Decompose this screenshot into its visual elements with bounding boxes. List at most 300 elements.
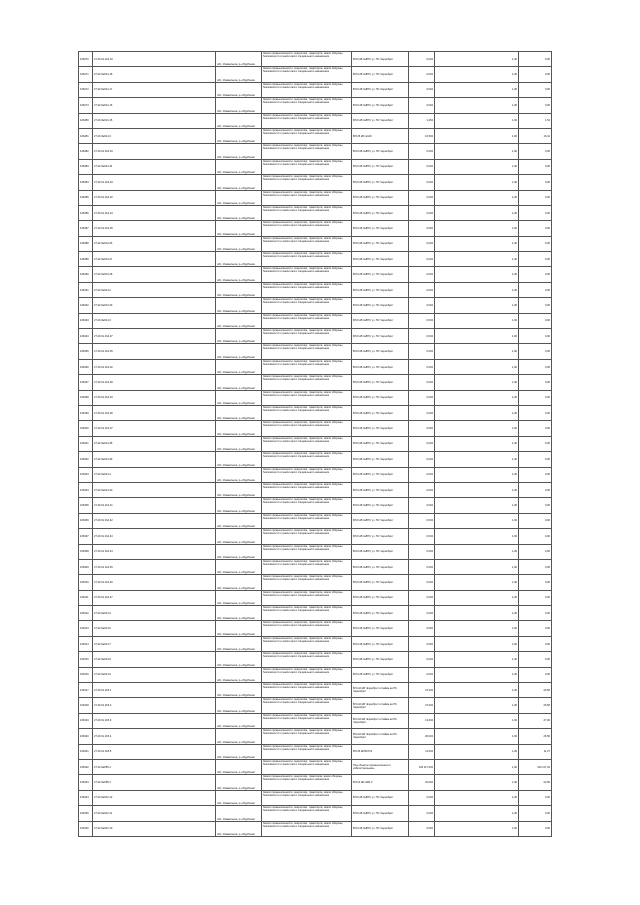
area-cell: 0,004 [409, 575, 435, 590]
area-cell: 0,004 [409, 452, 435, 467]
row-id-cell: 106312 [79, 606, 93, 621]
area-cell: 0,004 [409, 313, 435, 328]
table-row [79, 775, 552, 790]
rate-cell: 1,00 [435, 282, 519, 297]
address-cell: обл. Измаильска, р-н Бурбонов [216, 544, 262, 559]
amount-cell: 0,00 [519, 159, 552, 174]
row-id-cell: 106272 [79, 82, 93, 97]
cadastral-number-cell: 27.20.01.015.2 [93, 698, 216, 713]
address-cell: обл. Измаильска, р-н Бурбонов [216, 590, 262, 605]
rate-cell: 1,00 [435, 175, 519, 190]
address-cell: обл. Измаильска, р-н Бурбонов [216, 683, 262, 698]
table-row [79, 113, 552, 128]
table-row [79, 529, 552, 544]
object-name-cell: ВЛ-6 кВ №8ПС уч. ПС Чернобрит [352, 806, 409, 821]
address-cell: обл. Измаильска, р-н Бурбонов [216, 375, 262, 390]
table-row [79, 759, 552, 774]
address-cell: обл. Измаильска, р-н Бурбонов [216, 436, 262, 451]
address-cell: обл. Измаильска, р-н Бурбонов [216, 606, 262, 621]
cadastral-number-cell: 27.20.0ж055.1 [93, 775, 216, 790]
table-row [79, 452, 552, 467]
area-cell: 0,004 [409, 606, 435, 621]
address-cell: обл. Измаильска, р-н Бурбонов [216, 128, 262, 143]
area-cell: 0,004 [409, 82, 435, 97]
land-category-cell: Земли промышленности, энергетики, транспорта, земли обороны, безопасности и земли иного специального назначения [262, 667, 352, 682]
area-cell: 0,004 [409, 282, 435, 297]
land-category-cell: Земли промышленности, энергетики, транспорta, земли обороны, безопасности и земли иного специального назначения [262, 775, 352, 790]
cadastral-number-cell: 27.20.01.014.33 [93, 175, 216, 190]
row-id-cell: 106314 [79, 636, 93, 651]
rate-cell: 1,00 [435, 683, 519, 698]
amount-cell: 0,00 [519, 98, 552, 113]
area-cell: 0,004 [409, 98, 435, 113]
table-row [79, 405, 552, 420]
cadastral-number-cell: 27.20.01.014.41 [93, 498, 216, 513]
object-name-cell: ВЛ-110 кВ Чернобрит отпайка на ПС Чернобрит [352, 698, 409, 713]
cadastral-number-cell: 27.20.0ж014.17 [93, 82, 216, 97]
table-row [79, 344, 552, 359]
row-id-cell: 106301 [79, 436, 93, 451]
row-id-cell: 106304 [79, 482, 93, 497]
cadastral-number-cell: 27.20.0ж014.38 [93, 436, 216, 451]
amount-cell: 0,00 [519, 52, 552, 67]
object-name-cell: ВЛ-6 кВ №8ПС уч. ПС Чернобрит [352, 390, 409, 405]
cadastral-number-cell: 27.20.0ж014.16 [93, 98, 216, 113]
address-cell: обл. Измаильска, р-н Бурбонов [216, 667, 262, 682]
rate-cell: 1,00 [435, 344, 519, 359]
object-name-cell: ВЛ-6 кВ №8ПС уч. ПС Чернобрит [352, 329, 409, 344]
land-category-cell: Земли промышленности, энергетики, транспорта, земли обороны, безопасности и земли иного специального назначения [262, 128, 352, 143]
table-row [79, 821, 552, 836]
rate-cell: 1,00 [435, 144, 519, 159]
amount-cell: 27,00 [519, 713, 552, 728]
object-name-cell: ВЛ-6 кВ №8ПС уч. ПС Чернобрит [352, 529, 409, 544]
table-row [79, 636, 552, 651]
address-cell: обл. Измаильска, р-н Бурбонов [216, 98, 262, 113]
table-row [79, 298, 552, 313]
area-cell: 22,004 [409, 775, 435, 790]
object-name-cell: ВЛ-6 кВ №8ПС уч. ПС Чернобрит [352, 282, 409, 297]
area-cell: 11,004 [409, 744, 435, 759]
cadastral-number-cell: 27.20.01.014.33 [93, 390, 216, 405]
cadastral-number-cell: 27.20.0ж012.10 [93, 821, 216, 836]
cadastral-number-cell: 27.20.01.015.3 [93, 713, 216, 728]
rate-cell: 1,00 [435, 452, 519, 467]
land-category-cell: Земли промышленности, энергетики, транспорта, земли обороны, безопасности и земли иного специального назначения [262, 713, 352, 728]
object-name-cell: ВЛ-6 кВ №8ПС уч. ПС Чернобрит [352, 467, 409, 482]
land-category-cell: Земли промышленности, энергетики, транспорта, земли обороны, безопасности и земли иного специального назначения [262, 636, 352, 651]
address-cell: обл. Измаильска, р-н Бурбонов [216, 175, 262, 190]
object-name-cell: ВЛ-6 кВ №8ПС уч. ПС Чернобрит [352, 82, 409, 97]
table-row [79, 544, 552, 559]
object-name-cell: ВЛ-6 кВ №8ПС уч. ПС Чернобрит [352, 375, 409, 390]
object-name-cell: ВЛ-6 кВ №8ПС уч. ПС Чернобрит [352, 236, 409, 251]
cadastral-number-cell: 27.20.0ж012.11 [93, 806, 216, 821]
amount-cell: 0,00 [519, 405, 552, 420]
amount-cell: 0,00 [519, 544, 552, 559]
object-name-cell: ВЛ-6 кВ №8ПС уч. ПС Чернобрит [352, 606, 409, 621]
amount-cell: 0,00 [519, 344, 552, 359]
area-cell: 0,004 [409, 652, 435, 667]
amount-cell: 0,00 [519, 282, 552, 297]
address-cell: обл. Измаильска, р-н Бурбонов [216, 575, 262, 590]
cadastral-number-cell: 27.20.0ж014.15 [93, 113, 216, 128]
object-name-cell: ВЛ-6 кВ №8ПС уч. ПС Чернобрит [352, 205, 409, 220]
row-id-cell: 106309 [79, 559, 93, 574]
land-category-cell: Земли промышленности, энергетики, транспорта, земли обороны, безопасности и земли иного специального назначения [262, 252, 352, 267]
row-id-cell: 106310 [79, 575, 93, 590]
amount-cell: 26,50 [519, 698, 552, 713]
table-row [79, 590, 552, 605]
object-name-cell: ВЛ-110 кВ Чернобрит отпайка на ПС Чернобрит [352, 729, 409, 744]
table-row [79, 98, 552, 113]
table-row [79, 729, 552, 744]
table-row [79, 221, 552, 236]
rate-cell: 1,00 [435, 652, 519, 667]
address-cell: обл. Измаильска, р-н Бурбонов [216, 729, 262, 744]
rate-cell: 1,00 [435, 790, 519, 805]
row-id-cell: 106271 [79, 67, 93, 82]
address-cell: обл. Измаильска, р-н Бурбонов [216, 313, 262, 328]
amount-cell: 0,00 [519, 313, 552, 328]
address-cell: обл. Измаильска, р-н Бурбонов [216, 821, 262, 836]
cadastral-number-cell: 27.20.0ж014.18 [93, 67, 216, 82]
address-cell: обл. Измаильска, р-н Бурбонов [216, 190, 262, 205]
rate-cell: 1,00 [435, 713, 519, 728]
rate-cell: 1,00 [435, 498, 519, 513]
area-cell: 0,004 [409, 205, 435, 220]
table-row [79, 282, 552, 297]
rate-cell: 1,00 [435, 436, 519, 451]
row-id-cell: 106317 [79, 683, 93, 698]
cadastral-number-cell: 27.20.01.014.33 [93, 144, 216, 159]
object-name-cell: ВЛ-6 кВ №8ПС уч. ПС Чернобрит [352, 482, 409, 497]
land-category-cell: Земли промышленности, энергетики, транспорта, земли обороны, безопасности и земли иного специального назначения [262, 452, 352, 467]
row-id-cell: 106302 [79, 452, 93, 467]
amount-cell: 0,00 [519, 821, 552, 836]
row-id-cell: 106299 [79, 405, 93, 420]
area-cell: 0,004 [409, 252, 435, 267]
rate-cell: 1,00 [435, 98, 519, 113]
land-category-cell: Земли промышленности, энергетики, транспорта, земли обороны, безопасности и земли иного специального назначения [262, 298, 352, 313]
object-name-cell: ВЛ-6 кВ №8ПС уч. ПС Чернобрит [352, 344, 409, 359]
cadastral-number-cell: 27.20.01.014.43 [93, 529, 216, 544]
amount-cell: 0,00 [519, 390, 552, 405]
object-name-cell: ВЛ-6 кВ №8ПС уч. ПС Чернобрит [352, 636, 409, 651]
rate-cell: 1,00 [435, 544, 519, 559]
object-name-cell: ВЛ-6 кВ №8ПС уч. ПС Чернобрит [352, 98, 409, 113]
amount-cell: 0,00 [519, 67, 552, 82]
cadastral-number-cell: 27.20.01.014.37 [93, 329, 216, 344]
table-row [79, 159, 552, 174]
area-cell: 0,004 [409, 67, 435, 82]
table-row [79, 513, 552, 528]
row-id-cell: 106319 [79, 713, 93, 728]
rate-cell: 1,00 [435, 606, 519, 621]
area-cell: 0,004 [409, 390, 435, 405]
cadastral-number-cell: 27.20.0ж012.12 [93, 790, 216, 805]
land-category-cell: Земли промышленности, энергетики, транспорта, земли обороны, безопасности и земли иного специального назначения [262, 683, 352, 698]
object-name-cell: ВЛ-6 кВ №8ПС уч. ПС Чернобрит [352, 790, 409, 805]
amount-cell: 0,00 [519, 482, 552, 497]
cadastral-number-cell: 27.20.01.015.1 [93, 683, 216, 698]
row-id-cell: 106283 [79, 159, 93, 174]
address-cell: обл. Измаильска, р-н Бурбонов [216, 482, 262, 497]
cadastral-number-cell: 27.20.0ж014.7 [93, 636, 216, 651]
land-category-cell: Земли промышленности, энергетики, транспорта, земли обороны, безопасности и земли иного специального назначения [262, 359, 352, 374]
amount-cell: 0,00 [519, 421, 552, 436]
land-category-cell: Земли промышленности, энергетики, транспорта, земли обороны, безопасности и земли иного специального назначения [262, 344, 352, 359]
address-cell: обл. Измаильска, р-н Бурбонов [216, 236, 262, 251]
address-cell: обл. Измаильска, р-н Бурбонов [216, 498, 262, 513]
area-cell: 0,004 [409, 190, 435, 205]
cadastral-number-cell: 27.20.0ж014.28 [93, 267, 216, 282]
amount-cell: 0,00 [519, 559, 552, 574]
table-row [79, 713, 552, 728]
cadastral-number-cell: 27.20.01.014.46 [93, 575, 216, 590]
rate-cell: 1,00 [435, 482, 519, 497]
object-name-cell: ВЛ-35 кВ ВКТ10 [352, 744, 409, 759]
cadastral-number-cell: 27.20.0ж014.40 [93, 482, 216, 497]
amount-cell: 0,00 [519, 221, 552, 236]
row-id-cell: 106320 [79, 729, 93, 744]
object-name-cell: ВЛ-6 кВ №8ПС уч. ПС Чернобрит [352, 221, 409, 236]
area-cell: 0,004 [409, 436, 435, 451]
table-row [79, 559, 552, 574]
cadastral-number-cell: 27.20.0ж014.26 [93, 236, 216, 251]
cadastral-number-cell: 27.20.0ж014.34 [93, 159, 216, 174]
land-category-cell: Земли промышленности, энергетики, транспорта, земли обороны, безопасности и земли иного специального назначения [262, 329, 352, 344]
land-category-cell: Земли промышленности, энергетики, транспорта, земли обороны, безопасности и земли иного специального назначения [262, 621, 352, 636]
land-category-cell: Земли промышленности, энергетики, транспорта, земли обороны, безопасности и земли иного специального назначения [262, 144, 352, 159]
rate-cell: 1,00 [435, 190, 519, 205]
table-row [79, 790, 552, 805]
table-row [79, 421, 552, 436]
area-cell: 0,004 [409, 344, 435, 359]
area-cell: 27,004 [409, 683, 435, 698]
cadastral-number-cell: 27.20.01.014.42 [93, 513, 216, 528]
table-row [79, 267, 552, 282]
row-id-cell: 106294 [79, 329, 93, 344]
object-name-cell: ВЛ-6 кВ №8ПС уч. ПС Чернобрит [352, 313, 409, 328]
land-category-cell: Земли промышленности, энергетики, транспорта, земли обороны, безопасности и земли иного специального назначения [262, 729, 352, 744]
amount-cell: 0,00 [519, 452, 552, 467]
land-category-cell: Земли промышленности, энергетики, транспорта, земли обороны, безопасности и земли иного специального назначения [262, 482, 352, 497]
area-cell: 0,004 [409, 513, 435, 528]
rate-cell: 1,00 [435, 128, 519, 143]
address-cell: обл. Измаильска, р-н Бурбонов [216, 113, 262, 128]
amount-cell: 26,50 [519, 683, 552, 698]
area-cell: 16,504 [409, 128, 435, 143]
address-cell: обл. Измаильска, р-н Бурбонов [216, 621, 262, 636]
amount-cell: 0,00 [519, 467, 552, 482]
address-cell: обл. Измаильска, р-н Бурбонов [216, 344, 262, 359]
row-id-cell: 106311 [79, 590, 93, 605]
amount-cell: 0,00 [519, 806, 552, 821]
row-id-cell: 106288 [79, 236, 93, 251]
rate-cell: 1,00 [435, 513, 519, 528]
area-cell: 0,004 [409, 236, 435, 251]
amount-cell: 0,00 [519, 436, 552, 451]
land-category-cell: Земли промышленности, энергетики, транспорта, земли обороны, безопасности и земли иного специального назначения [262, 313, 352, 328]
address-cell: обл. Измаильска, р-н Бурбонов [216, 759, 262, 774]
area-cell: 13,004 [409, 713, 435, 728]
row-id-cell: 106315 [79, 652, 93, 667]
rate-cell: 1,00 [435, 590, 519, 605]
land-category-cell: Земли промышленности, энергетики, транспорта, земли обороны, безопасности и земли иного специального назначения [262, 405, 352, 420]
land-category-cell: Земли промышленности, энергетики, транспорта, земли обороны, безопасности и земли иного специального назначения [262, 498, 352, 513]
table-body [79, 52, 552, 837]
cadastral-number-cell: 27.20.0ж014.27 [93, 252, 216, 267]
rate-cell: 1,00 [435, 621, 519, 636]
land-register-sheet [78, 51, 551, 837]
rate-cell: 1,00 [435, 298, 519, 313]
table-row [79, 667, 552, 682]
cadastral-number-cell: 27.20.01.014.35 [93, 344, 216, 359]
rate-cell: 1,00 [435, 529, 519, 544]
address-cell: обл. Измаильска, р-н Бурбонов [216, 559, 262, 574]
land-category-cell: Земли промышленности, энергетики, транспорта, земли обороны, безопасности и земли иного специального назначения [262, 52, 352, 67]
object-name-cell: ВЛ-6 кВ №8ПС уч. ПС Чернобрит [352, 267, 409, 282]
address-cell: обл. Измаильска, р-н Бурбонов [216, 405, 262, 420]
amount-cell: 0,00 [519, 621, 552, 636]
amount-cell: 0,00 [519, 175, 552, 190]
table-row [79, 683, 552, 698]
row-id-cell: 106291 [79, 282, 93, 297]
row-id-cell: 106287 [79, 221, 93, 236]
land-category-cell: Земли промышленности, энергетики, транспорта, земли обороны, безопасности и земли иного специального назначения [262, 67, 352, 82]
amount-cell: 0,00 [519, 636, 552, 651]
land-category-cell: Земли промышленности, энергетики, транспорта, земли обороны, безопасности и земли иного специального назначения [262, 821, 352, 836]
object-name-cell: ВЛ-6 кВ №8ПС уч. ПС Чернобрит [352, 252, 409, 267]
cadastral-number-cell: 27.20.0ж014.39 [93, 452, 216, 467]
row-id-cell: 106289 [79, 252, 93, 267]
row-id-cell: 106270 [79, 52, 93, 67]
area-cell: 0,004 [409, 221, 435, 236]
address-cell: обл. Измаильска, р-н Бурбонов [216, 636, 262, 651]
rate-cell: 1,00 [435, 467, 519, 482]
row-id-cell: 106326 [79, 821, 93, 836]
land-category-cell: Земли промышленности, энергетики, транспорта, земли обороны, безопасности и земли иного специального назначения [262, 544, 352, 559]
cadastral-number-cell: 27.20.0ж014.6 [93, 621, 216, 636]
land-category-cell: Земли промышленности, энергетики, транспорта, земли обороны, безопасности и земли иного специального назначения [262, 267, 352, 282]
rate-cell: 1,00 [435, 806, 519, 821]
address-cell: обл. Измаильска, р-н Бурбонов [216, 298, 262, 313]
object-name-cell: ВЛ-6 кВ №8ПС уч. ПС Чернобрит [352, 113, 409, 128]
address-cell: обл. Измаильска, р-н Бурбонов [216, 205, 262, 220]
table-row [79, 744, 552, 759]
land-category-cell: Земли промышленности, энергетики, транспорта, земли обороны, безопасности и земли иного специального назначения [262, 806, 352, 821]
object-name-cell: ВЛ-6 кВ №8ПС уч. ПС Чернобрит [352, 52, 409, 67]
amount-cell: 0,00 [519, 144, 552, 159]
table-row [79, 621, 552, 636]
cadastral-number-cell: 27.20.0ж014.3 [93, 313, 216, 328]
area-cell: 0,004 [409, 375, 435, 390]
area-cell: 27,004 [409, 698, 435, 713]
area-cell: 0,004 [409, 790, 435, 805]
area-cell: 0,004 [409, 175, 435, 190]
land-category-cell: Земли промышленности, энергетики, транспорта, земли обороны, безопасности и земли иного специального назначения [262, 559, 352, 574]
land-category-cell: Земли промышленности, энергетики, транспорта, земли обороны, безопасности и земли иного специального назначения [262, 436, 352, 451]
address-cell: обл. Измаильска, р-н Бурбонов [216, 221, 262, 236]
object-name-cell: ВЛ-6 кВ №8ПС уч. ПС Чернобрит [352, 67, 409, 82]
land-category-cell: Земли промышленности, энергетики, транспорта, земли обороны, безопасности и земли иного специального назначения [262, 790, 352, 805]
table-row [79, 482, 552, 497]
amount-cell: 0,00 [519, 267, 552, 282]
amount-cell: 0,00 [519, 236, 552, 251]
table-row [79, 67, 552, 82]
object-name-cell: ВЛ-6 кВ №8ПС уч. ПС Чернобрит [352, 652, 409, 667]
land-category-cell: Земли промышленности, энергетики, транспорта, земли обороны, безопасности и земли иного специального назначения [262, 652, 352, 667]
rate-cell: 1,00 [435, 375, 519, 390]
rate-cell: 1,00 [435, 113, 519, 128]
cadastral-number-cell: 27.20.01.014.37 [93, 421, 216, 436]
rate-cell: 1,00 [435, 82, 519, 97]
area-cell: 0,004 [409, 405, 435, 420]
rate-cell: 1,00 [435, 359, 519, 374]
land-category-cell: Земли промышленности, энергетики, транспорта, земли обороны, безопасности и земли иного специального назначения [262, 236, 352, 251]
land-category-cell: Земли промышленности, энергетики, транспорта, земли обороны, безопасности и земли иного специального назначения [262, 698, 352, 713]
area-cell: 0,004 [409, 329, 435, 344]
rate-cell: 1,00 [435, 52, 519, 67]
table-row [79, 252, 552, 267]
address-cell: обл. Измаильска, р-н Бурбонов [216, 529, 262, 544]
address-cell: обл. Измаильска, р-н Бурбонов [216, 82, 262, 97]
rate-cell: 1,00 [435, 159, 519, 174]
amount-cell: 0,00 [519, 513, 552, 528]
cadastral-number-cell: 27.20.0ж014.8 [93, 652, 216, 667]
object-name-cell: ВЛ-6 кВ №8ПС уч. ПС Чернобрит [352, 144, 409, 159]
cadastral-number-cell: 27.20.01.014.25 [93, 221, 216, 236]
land-category-cell: Земли промышленности, энергетики, транспорта, земли обороны, безопасности и земли иного специального назначения [262, 759, 352, 774]
rate-cell: 1,00 [435, 221, 519, 236]
object-name-cell: ВЛ-110 кВ Чернобрит отпайка на ПС Чернобрит [352, 713, 409, 728]
cadastral-number-cell: 27.20.0ж014.4 [93, 467, 216, 482]
rate-cell: 1,00 [435, 67, 519, 82]
object-name-cell: ВЛ-6 кВ №8ПС уч. ПС Чернобрит [352, 821, 409, 836]
object-name-cell: ВЛ-6 кВ №8ПС уч. ПС Чернобрит [352, 175, 409, 190]
cadastral-number-cell: 27.20.01.014.24 [93, 205, 216, 220]
land-category-cell: Земли промышленности, энергетики, транспорта, земли обороны, безопасности и земли иного специального назначения [262, 375, 352, 390]
land-category-cell: Земли промышленности, энергетики, транспорта, земли обороны, безопасности и земли иного специального назначения [262, 175, 352, 190]
rate-cell: 1,00 [435, 775, 519, 790]
address-cell: обл. Измаильска, р-н Бурбонов [216, 267, 262, 282]
table-row [79, 606, 552, 621]
land-category-cell: Земли промышленности, энергетики, транспорта, земли обороны, безопасности и земли иного специального назначения [262, 98, 352, 113]
area-cell: 0,004 [409, 498, 435, 513]
land-category-cell: Земли промышленности, энергетики, транспорта, земли обороны, безопасности и земли иного специального назначения [262, 282, 352, 297]
land-category-cell: Земли промышленности, энергетики, транспорта, земли обороны, безопасности и земли иного специального назначения [262, 159, 352, 174]
object-name-cell: ВЛ-6 кВ №8ПС уч. ПС Чернобрит [352, 575, 409, 590]
rate-cell: 1,00 [435, 559, 519, 574]
address-cell: обл. Измаильска, р-н Бурбонов [216, 421, 262, 436]
object-name-cell: ВЛ-110 кВ Чернобрит отпайка на ПС Чернобрит [352, 683, 409, 698]
rate-cell: 1,00 [435, 821, 519, 836]
address-cell: обл. Измаильска, р-н Бурбонов [216, 329, 262, 344]
table-row [79, 390, 552, 405]
row-id-cell: 106321 [79, 744, 93, 759]
rate-cell: 1,00 [435, 729, 519, 744]
table-row [79, 359, 552, 374]
row-id-cell: 106297 [79, 375, 93, 390]
cadastral-number-cell: 27.20.0ж014.5 [93, 606, 216, 621]
area-cell: 0,004 [409, 267, 435, 282]
table-row [79, 175, 552, 190]
cadastral-number-cell: 27.20.01.014.39 [93, 375, 216, 390]
amount-cell: 0,00 [519, 652, 552, 667]
table-row [79, 436, 552, 451]
cadastral-number-cell: 27.20.0ж014.2 [93, 282, 216, 297]
